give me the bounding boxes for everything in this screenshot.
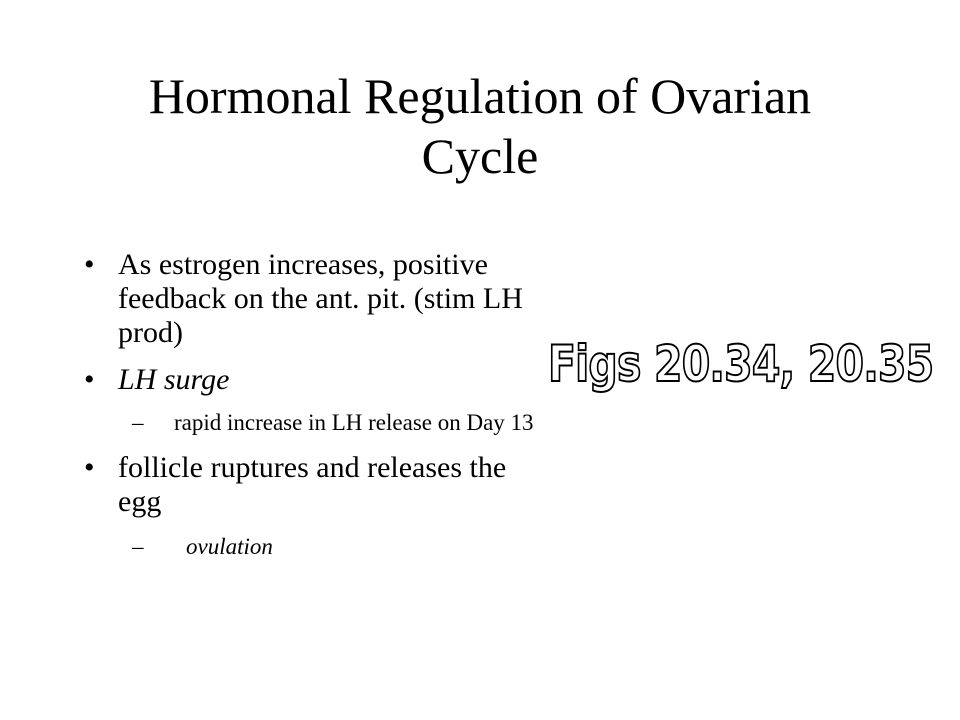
bullet-item-follicle [80, 451, 540, 519]
sub-item-ovulation [80, 532, 540, 561]
sub-item-lh-surge [80, 408, 540, 437]
bullet-item-estrogen [80, 248, 540, 350]
bullet-marker: • [84, 451, 95, 484]
slide-title [60, 66, 900, 186]
sub-marker: – [132, 534, 144, 559]
bullet-list [80, 248, 540, 575]
bullet-text: LH surge [118, 363, 230, 396]
title-line-1: Hormonal Regulation of Ovarian [148, 68, 812, 124]
sub-text: ovulation [186, 534, 273, 559]
bullet-text: As estrogen increases, positive feedback on the ant. pit. (stim LH prod) [118, 248, 523, 349]
title-line-2: Cycle [421, 128, 539, 184]
figure-reference: Figs 20.34, 20.35 [548, 335, 934, 393]
sub-text: rapid increase in LH release on Day 13 [174, 410, 534, 435]
bullet-marker: • [84, 363, 95, 396]
bullet-marker: • [84, 248, 95, 281]
bullet-text: follicle ruptures and releases the egg [118, 451, 507, 518]
bullet-item-lh-surge [80, 363, 540, 397]
sub-marker: – [132, 410, 144, 435]
